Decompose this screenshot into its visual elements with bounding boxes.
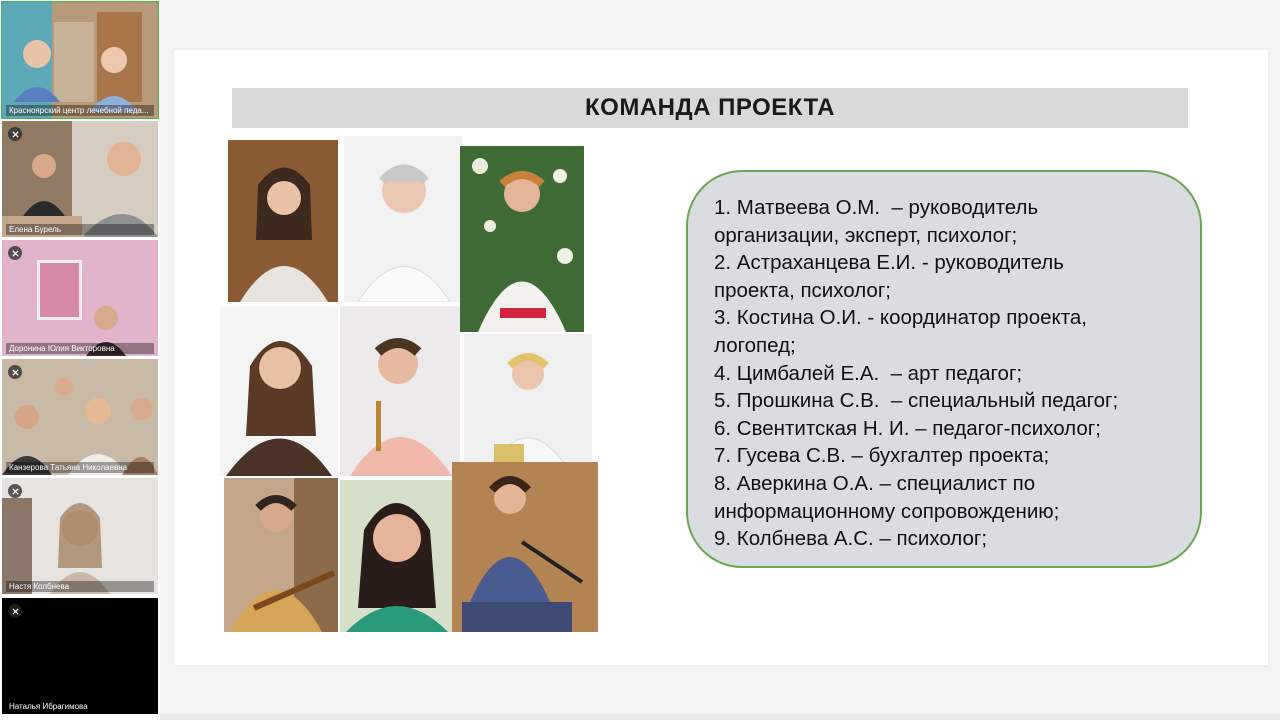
participant-tile[interactable]	[2, 598, 158, 714]
participant-video	[2, 2, 158, 118]
participant-name: Канзерова Татьяна Николаевна	[6, 462, 154, 473]
participant-video	[2, 121, 158, 237]
mic-off-icon	[8, 484, 22, 498]
team-list-line: 1. Матвеева О.М. – руководитель	[714, 196, 1039, 219]
team-list-line: 4. Цимбалей Е.А. – арт педагог;	[714, 361, 1023, 385]
team-list-box	[686, 170, 1202, 568]
team-list-line: организации, эксперт, психолог;	[714, 223, 1018, 247]
mic-off-icon	[8, 246, 22, 260]
team-photo	[220, 306, 338, 476]
team-list-line: проекта, психолог;	[714, 278, 891, 302]
participant-name: Наталья Ибрагимова	[9, 702, 88, 711]
team-photo	[340, 306, 460, 476]
team-list-line: информационному сопровождению;	[714, 499, 1060, 523]
participant-name: Красноярский центр лечебной педа...	[6, 105, 154, 116]
participant-video	[2, 359, 158, 475]
participant-tile[interactable]	[2, 121, 158, 237]
team-list-line: 2. Астраханцева Е.И. - руководитель	[714, 251, 1064, 275]
team-list	[714, 194, 1200, 553]
participant-video	[2, 240, 158, 356]
participant-tile[interactable]	[2, 478, 158, 594]
team-list-line: 9. Колбнева А.С. – психолог;	[714, 527, 988, 551]
participant-video	[2, 478, 158, 594]
participant-name: Настя Колбнева	[6, 581, 154, 592]
mic-off-icon	[8, 365, 22, 379]
participant-tile[interactable]	[2, 2, 158, 118]
participants-strip	[0, 0, 160, 720]
team-list-line: 8. Аверкина О.А. – специалист по	[714, 471, 1036, 495]
slide-title-bar	[232, 88, 1188, 128]
shared-screen	[160, 0, 1280, 720]
team-photo	[340, 480, 454, 632]
presentation-slide	[174, 50, 1268, 665]
mic-off-icon	[8, 604, 22, 618]
participant-tile[interactable]	[2, 240, 158, 356]
team-list-line: логопед;	[714, 333, 796, 357]
team-list-line: 3. Костина О.И. - координатор проекта,	[714, 306, 1087, 330]
mic-off-icon	[8, 127, 22, 141]
team-photo	[344, 136, 462, 302]
slide-title: КОМАНДА ПРОЕКТА	[585, 94, 835, 121]
participant-name: Доронина Юлия Викторовна	[6, 343, 154, 354]
team-list-line: 6. Свентитская Н. И. – педагог-психолог;	[714, 416, 1101, 440]
team-photo	[228, 140, 338, 302]
team-photo	[452, 462, 598, 632]
participant-name: Елена Бурель	[6, 224, 154, 235]
team-photo	[460, 146, 584, 332]
team-list-line: 7. Гусева С.В. – бухгалтер проекта;	[714, 444, 1050, 468]
team-list-line: 5. Прошкина С.В. – специальный педагог;	[714, 389, 1119, 413]
bottom-bar	[160, 714, 1280, 720]
team-photo	[464, 334, 592, 476]
participant-tile[interactable]	[2, 359, 158, 475]
team-photo	[224, 478, 338, 632]
